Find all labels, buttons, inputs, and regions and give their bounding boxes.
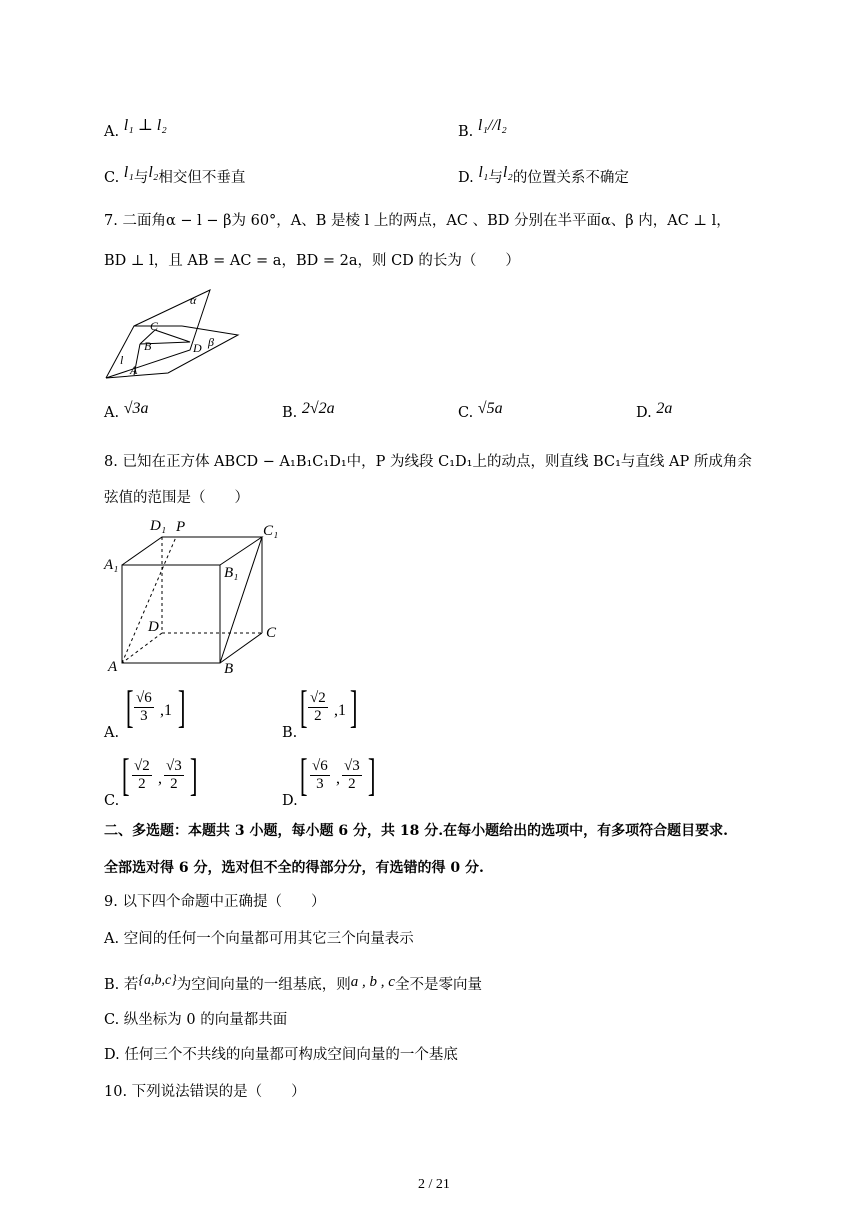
q9-option-d: D. 任何三个不共线的向量都可构成空间向量的一个基底 <box>104 1047 458 1063</box>
q8-label-c: C <box>266 625 277 641</box>
q6-option-c: C. l₁与l₂相交但不垂直 <box>104 164 246 186</box>
q6-option-a: A. l₁ ⊥ l₂ <box>104 117 167 140</box>
section2-heading-line2: 全部选对得 6 分，选对但不全的得部分分，有选错的得 0 分. <box>104 860 484 876</box>
q7-label-beta: β <box>208 335 214 349</box>
q7-option-a: A. √3a <box>104 400 149 421</box>
section2-heading-line1: 二、多选题：本题共 3 小题，每小题 6 分，共 18 分.在每小题给出的选项中，有多项符合题目要求. <box>104 823 728 839</box>
q7-option-b: B. 2√2a <box>282 400 335 421</box>
q7-label-alpha: α <box>190 293 197 307</box>
q7-dihedral-figure <box>100 280 245 385</box>
q8-label-d1: D₁ <box>150 518 167 534</box>
q9-option-b: B. 若{a,b,c}为空间向量的一组基底，则a , b , c全不是零向量 <box>104 973 482 993</box>
q8-label-b: B <box>224 661 234 677</box>
q6-option-b: B. l₁//l₂ <box>458 117 507 140</box>
q9-option-a: A. 空间的任何一个向量都可用其它三个向量表示 <box>104 931 414 947</box>
q8-label-b1: B₁ <box>224 565 239 581</box>
q8-stem-line2: 弦值的范围是（ ） <box>104 490 249 506</box>
q8-label-a1: A₁ <box>104 557 119 573</box>
q7-option-d: D. 2a <box>636 400 673 421</box>
q6-option-b-relation: l₁//l₂ <box>477 117 507 134</box>
q7-label-b: B <box>144 339 152 353</box>
q7-stem-line1: 7. 二面角α − l − β为 60°，A、B 是棱 l 上的两点，AC 、BD 分别在半平面α、β 内，AC ⊥ l， <box>104 213 731 229</box>
q8-cube-figure <box>100 515 290 680</box>
q8-label-c1: C₁ <box>263 523 279 539</box>
q7-stem-line2: BD ⊥ l，且 AB = AC = a，BD = 2a，则 CD 的长为（ ） <box>104 253 520 269</box>
q6-option-d: D. l₁与l₂的位置关系不确定 <box>458 164 629 186</box>
q7-label-l: l <box>120 353 124 367</box>
q6-option-a-relation: l₁ ⊥ l₂ <box>123 117 167 134</box>
q8-label-d: D <box>148 619 159 635</box>
q10-stem: 10. 下列说法错误的是（ ） <box>104 1084 306 1100</box>
q9-option-c: C. 纵坐标为 0 的向量都共面 <box>104 1012 288 1028</box>
q7-label-d: D <box>193 341 202 355</box>
q8-label-p: P <box>176 519 186 535</box>
q9-stem: 9. 以下四个命题中正确提（ ） <box>104 894 326 910</box>
q8-stem-line1: 8. 已知在正方体 ABCD − A₁B₁C₁D₁中，P 为线段 C₁D₁上的动点，则直线 BC₁与直线 AP 所成角余 <box>104 454 752 470</box>
q7-option-c: C. √5a <box>458 400 503 421</box>
q7-label-c: C <box>150 319 159 333</box>
q7-label-a: A <box>130 363 138 377</box>
q8-label-a: A <box>108 659 118 675</box>
page-number: 2 / 21 <box>418 1177 450 1192</box>
